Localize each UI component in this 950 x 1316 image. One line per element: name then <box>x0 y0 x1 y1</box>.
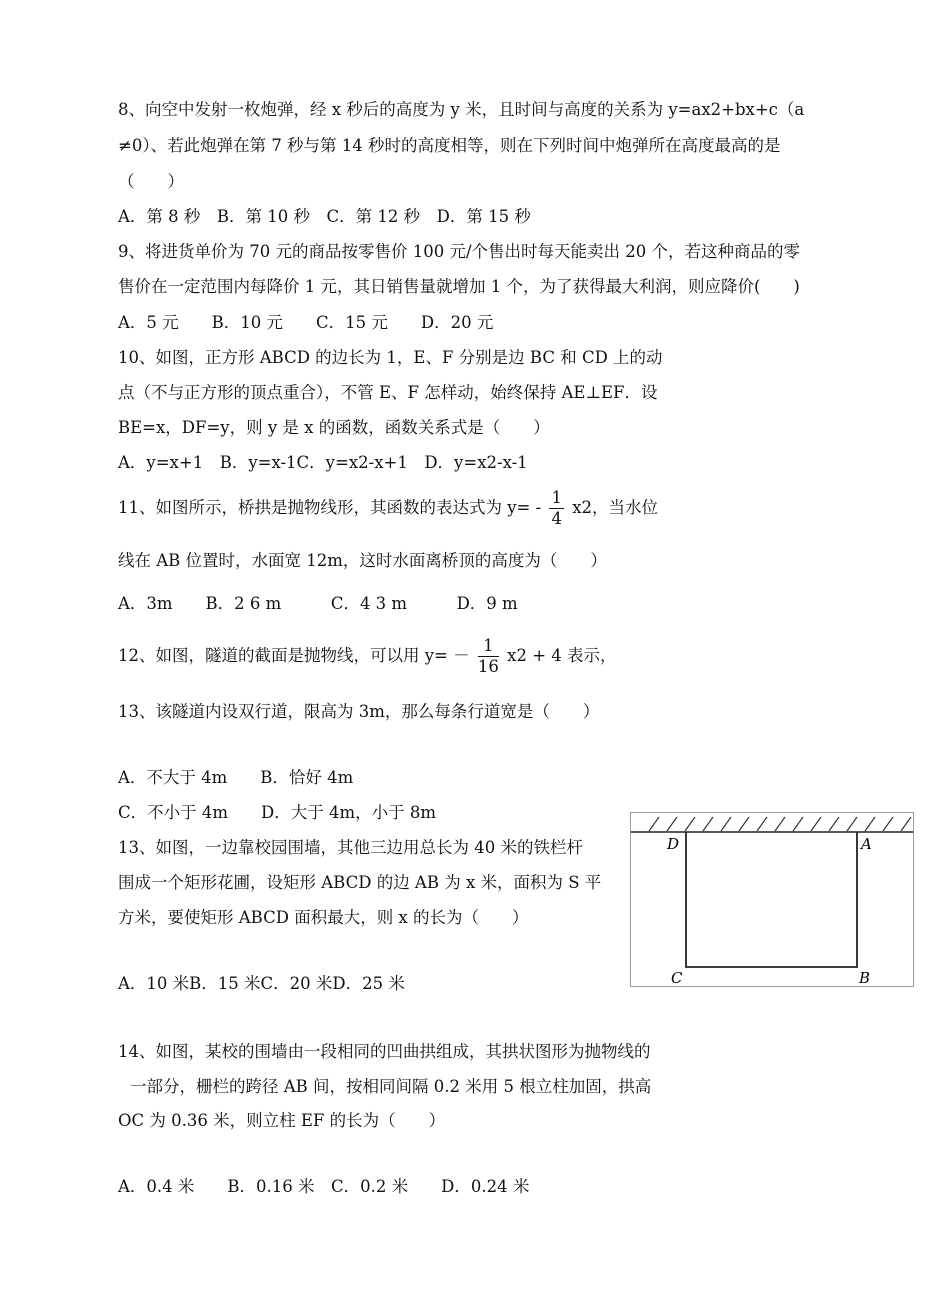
label-d: D <box>667 835 680 853</box>
q8-options: A．第 8 秒 B．第 10 秒 C．第 12 秒 D．第 15 秒 <box>118 207 531 226</box>
q11-line-1 <box>118 488 658 529</box>
q12-line-1a: 12、如图，隧道的截面是抛物线，可以用 y= － <box>118 646 470 665</box>
label-c: C <box>671 969 683 986</box>
q11-frac-num: 1 <box>551 488 562 507</box>
q11-line-1a: 11、如图所示，桥拱是抛物线形，其函数的表达式为 y= - <box>118 498 542 517</box>
q12-options-2: C．不小于 4m D．大于 4m，小于 8m <box>118 803 437 822</box>
q9-line-1: 9、将进货单价为 70 元的商品按零售价 100 元/个售出时每天能卖出 20 个，若这种商品的零 <box>118 242 801 261</box>
q14-line-2: 一部分，栅栏的跨径 AB 间，按相同间隔 0.2 米用 5 根立柱加固，拱高 <box>130 1077 652 1096</box>
q10-options: A．y=x+1 B．y=x-1C．y=x2-x+1 D．y=x2-x-1 <box>118 453 528 472</box>
label-a: A <box>861 835 872 853</box>
garden-diagram <box>631 813 913 986</box>
q8-line-2: ≠0）、若此炮弹在第 7 秒与第 14 秒时的高度相等，则在下列时间中炮弹所在高度最高的是 <box>118 136 781 155</box>
q9-options: A．5 元 B．10 元 C．15 元 D．20 元 <box>118 313 494 332</box>
q10-line-2: 点（不与正方形的顶点重合），不管 E、F 怎样动，始终保持 AE⊥EF．设 <box>118 383 658 402</box>
q11-line-1b: x2，当水位 <box>572 498 659 517</box>
wall-hatching <box>649 817 911 831</box>
q12-options-1: A．不大于 4m B．恰好 4m <box>118 768 354 787</box>
q10-line-1: 10、如图，正方形 ABCD 的边长为 1，E、F 分别是边 BC 和 CD 上的动 <box>118 348 663 367</box>
q12-frac-den: 16 <box>477 657 499 676</box>
rectangle-garden-figure <box>630 812 914 987</box>
q14-line-1: 14、如图，某校的围墙由一段相同的凹曲拱组成，其拱状图形为抛物线的 <box>118 1042 651 1061</box>
q11-frac-den: 4 <box>551 509 562 528</box>
q13-line-3: 方米，要使矩形 ABCD 面积最大，则 x 的长为（ ） <box>118 908 529 927</box>
q8-line-3: （ ） <box>118 172 184 191</box>
q11-fraction <box>549 488 564 529</box>
q12-frac-num: 1 <box>478 636 499 657</box>
q11-line-2: 线在 AB 位置时，水面宽 12m，这时水面离桥顶的高度为（ ） <box>118 551 607 570</box>
q12-line-1b: x2 + 4 表示， <box>507 646 617 665</box>
label-b: B <box>859 969 871 986</box>
q10-line-3: BE=x，DF=y，则 y 是 x 的函数，函数关系式是（ ） <box>118 418 550 437</box>
q8-line-1: 8、向空中发射一枚炮弹，经 x 秒后的高度为 y 米，且时间与高度的关系为 y=ax2+bx+c（a <box>118 100 805 119</box>
q13-line-1: 13、如图，一边靠校园围墙，其他三边用总长为 40 米的铁栏杆 <box>118 838 583 857</box>
fence-rectangle <box>686 832 857 967</box>
q13-options: A．10 米B．15 米C．20 米D．25 米 <box>118 974 405 993</box>
q11-options: A．3m B．2 6 m C．4 3 m D．9 m <box>118 594 518 613</box>
q14-line-3: OC 为 0.36 米，则立柱 EF 的长为（ ） <box>118 1111 446 1130</box>
q12-fraction <box>478 636 499 677</box>
q9-line-2: 售价在一定范围内每降价 1 元，其日销售量就增加 1 个，为了获得最大利润，则应降价( ) <box>118 277 800 296</box>
q14-options: A．0.4 米 B．0.16 米 C．0.2 米 D．0.24 米 <box>118 1177 530 1196</box>
q13-line-2: 围成一个矩形花圃，设矩形 ABCD 的边 AB 为 x 米，面积为 S 平 <box>118 873 602 892</box>
q12-line-2: 13、该隧道内设双行道，限高为 3m，那么每条行道宽是（ ） <box>118 702 600 721</box>
q12-line-1 <box>118 636 617 677</box>
